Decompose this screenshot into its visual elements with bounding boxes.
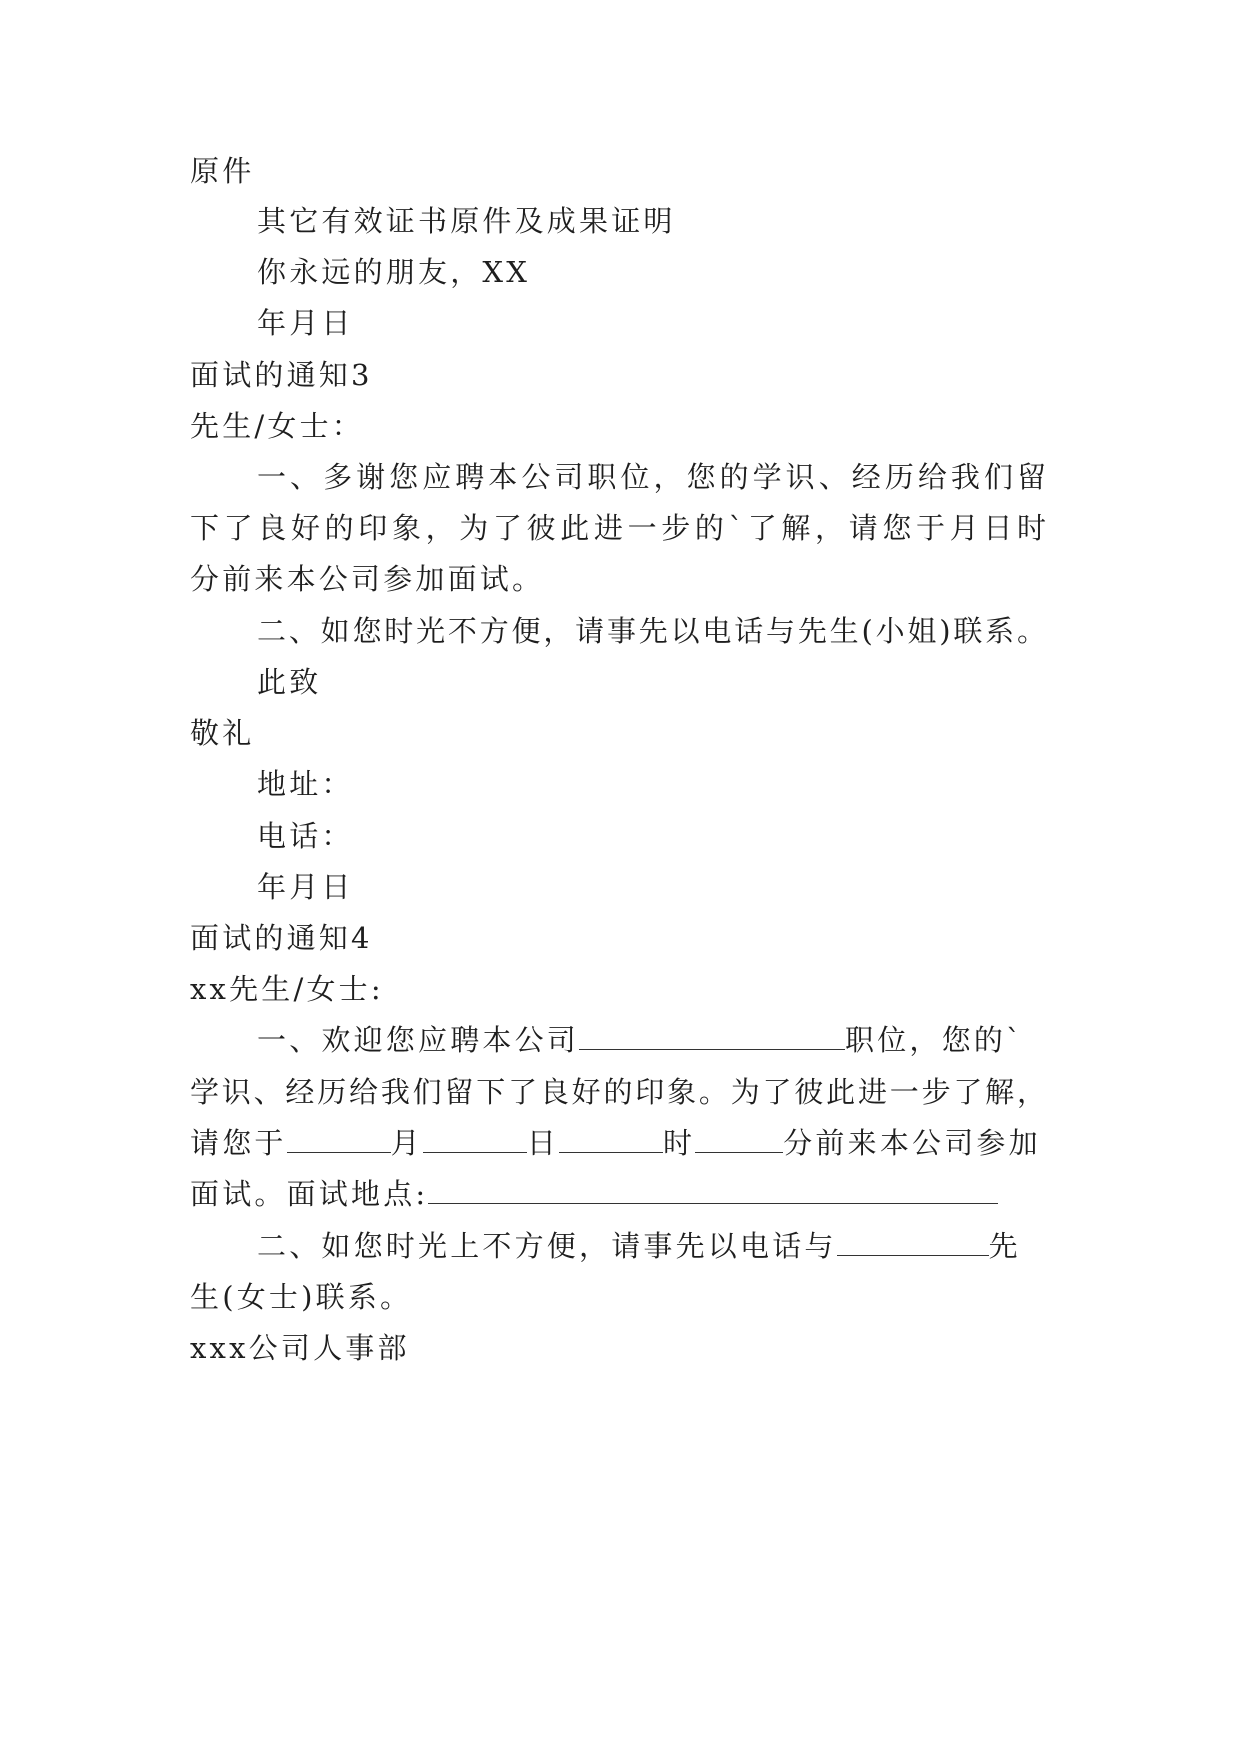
date-line: 年月日: [257, 306, 354, 340]
fill-in-blank: [837, 1229, 989, 1256]
closing-line: 此致: [257, 665, 322, 699]
section-title: 面试的通知3: [190, 358, 373, 392]
text-segment: 分前来本公司参加: [783, 1126, 1041, 1160]
fill-in-blank: [428, 1177, 998, 1204]
fill-in-blank: [579, 1023, 845, 1050]
fill-in-blank: [695, 1126, 783, 1153]
fill-in-blank: [423, 1126, 527, 1153]
text-line: 其它有效证书原件及成果证明: [257, 204, 676, 238]
text-segment: 请您于: [190, 1126, 287, 1160]
paragraph-line: 一、多谢您应聘本公司职位，您的学识、经历给我们留: [257, 460, 1046, 494]
salutation: 先生/女士：: [190, 409, 364, 443]
text-segment: 时: [663, 1126, 696, 1160]
signature-line: xxx公司人事部: [190, 1331, 410, 1365]
text-segment: 先: [988, 1229, 1021, 1263]
text-segment: 二、如您时光上不方便，请事先以电话与: [257, 1229, 837, 1263]
paragraph-line: [257, 1228, 1021, 1264]
text-segment: 日: [526, 1126, 560, 1160]
fill-in-blank: [287, 1126, 391, 1153]
address-label: 地址：: [257, 767, 354, 801]
paragraph-line: 下了良好的印象，为了彼此进一步的`了解，请您于月日时: [190, 511, 1046, 545]
section-title: 面试的通知4: [190, 921, 373, 955]
phone-label: 电话：: [257, 819, 354, 853]
closing-line: 敬礼: [190, 716, 255, 750]
paragraph-line: [257, 1022, 1024, 1058]
text-segment: 面试。面试地点:: [190, 1177, 429, 1211]
paragraph-line: 学识、经历给我们留下了良好的印象。为了彼此进一步了解，: [190, 1075, 1046, 1109]
fill-in-blank: [559, 1126, 663, 1153]
text-segment: 一、欢迎您应聘本公司: [257, 1023, 580, 1057]
salutation: xx先生/女士:: [190, 972, 384, 1006]
date-line: 年月日: [257, 870, 354, 904]
text-line: 原件: [190, 154, 255, 188]
paragraph-line: [190, 1125, 1041, 1161]
text-line: 你永远的朋友，XX: [257, 255, 531, 289]
text-segment: 月: [390, 1126, 423, 1160]
paragraph-line: 生(女士)联系。: [190, 1280, 413, 1314]
paragraph-line: 二、如您时光不方便，请事先以电话与先生(小姐)联系。: [257, 614, 1046, 648]
paragraph-line: 分前来本公司参加面试。: [190, 562, 545, 596]
text-segment: 职位，您的`: [845, 1023, 1024, 1057]
paragraph-line: [190, 1176, 998, 1212]
